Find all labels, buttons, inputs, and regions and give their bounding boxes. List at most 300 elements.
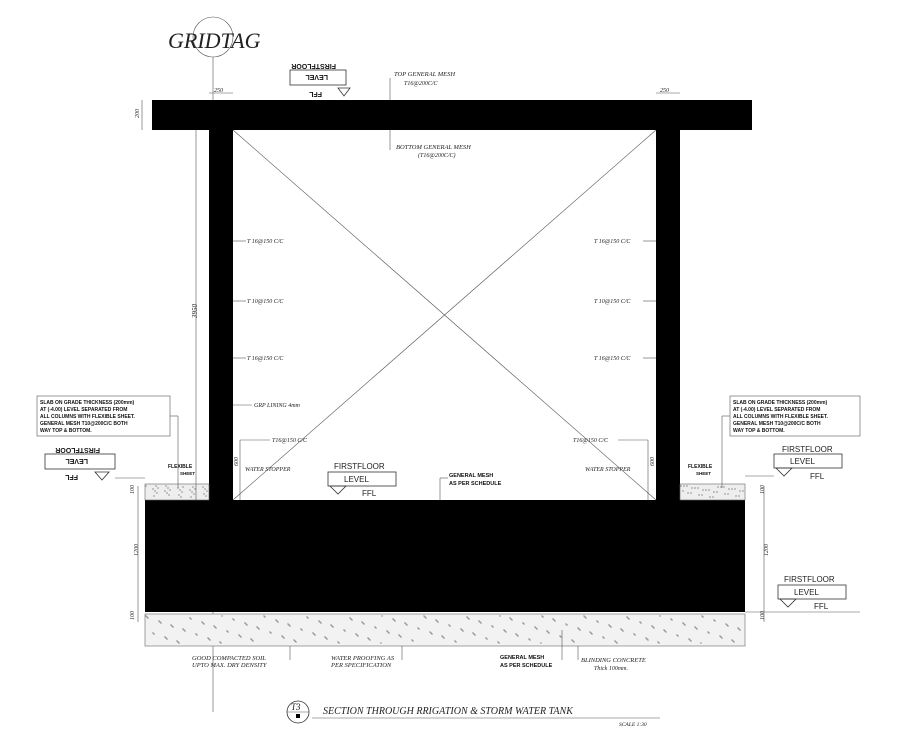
- soil-dot: [449, 625, 450, 626]
- soil-dot: [179, 489, 180, 490]
- soil-dot: [548, 632, 549, 633]
- soil-dot: [591, 633, 592, 634]
- soil-dot: [158, 620, 159, 621]
- soil-dot: [263, 615, 264, 616]
- soil-dot: [215, 627, 216, 628]
- soil-dot: [478, 620, 479, 621]
- soil-dot: [165, 637, 166, 638]
- top-level-text-2: LEVEL: [305, 73, 328, 80]
- soil-dot: [361, 621, 362, 622]
- soil-dot: [517, 635, 518, 636]
- left-note-4: GENERAL MESH T10@200C/C BOTH: [40, 421, 128, 427]
- soil-dot: [417, 627, 418, 628]
- soil-dot: [651, 625, 652, 626]
- dim-250-right: 250: [660, 88, 669, 94]
- soil-dot: [442, 636, 443, 637]
- soil-dot: [491, 625, 492, 626]
- soil-dot: [696, 628, 697, 629]
- soil-dot: [589, 631, 590, 632]
- soil-dot: [720, 486, 721, 487]
- blinding-2: Thick 100mm.: [594, 666, 628, 672]
- soil-dot: [522, 622, 523, 623]
- soil-dot: [362, 622, 363, 623]
- dim-3950: 3950: [191, 304, 199, 318]
- soil-dot: [152, 632, 153, 633]
- water-stopper-left: WATER STOPPER: [245, 467, 291, 473]
- center-level-text-1: FIRSTFLOOR: [334, 462, 385, 471]
- soil-dot: [357, 635, 358, 636]
- soil-dot: [615, 641, 616, 642]
- right-note-3: ALL COLUMNS WITH FLEXIBLE SHEET.: [733, 414, 828, 420]
- soil-dot: [201, 621, 202, 622]
- soil-dot: [492, 626, 493, 627]
- soil-dot: [702, 489, 703, 490]
- soil-dot: [603, 637, 604, 638]
- left-wall: [209, 128, 233, 503]
- soil-dot: [386, 630, 387, 631]
- soil-dot: [220, 642, 221, 643]
- soil-dot: [181, 491, 182, 492]
- soil-dot: [535, 627, 536, 628]
- soil-dot: [387, 631, 388, 632]
- soil-dot: [735, 495, 736, 496]
- soil-dot: [505, 631, 506, 632]
- soil-dot: [203, 493, 204, 494]
- soil-dot: [275, 619, 276, 620]
- grp-lining-label: GRP LINING 4mm: [254, 403, 300, 409]
- soil-dot: [583, 615, 584, 616]
- left-rebar-labels: [233, 239, 308, 444]
- soil-dot: [510, 618, 511, 619]
- soil-dot: [145, 615, 146, 616]
- soil-dot: [461, 629, 462, 630]
- soil-dot: [468, 618, 469, 619]
- soil-dot: [406, 624, 407, 625]
- soil-dot: [460, 628, 461, 629]
- soil-dot: [708, 489, 709, 490]
- soil-dot: [578, 628, 579, 629]
- soil-dot: [374, 626, 375, 627]
- right-lower-level-text-1: FIRSTFLOOR: [784, 575, 835, 584]
- soil-dot: [702, 616, 703, 617]
- soil-dot: [486, 638, 487, 639]
- soil-dot: [676, 634, 677, 635]
- top-general-mesh-label: TOP GENERAL MESH: [394, 71, 456, 78]
- dim-600-left: 600: [234, 457, 240, 466]
- soil-dot: [608, 624, 609, 625]
- soil-dot: [671, 619, 672, 620]
- soil-dot: [184, 630, 185, 631]
- soil-dot: [293, 639, 294, 640]
- soil-dot: [269, 631, 270, 632]
- soil-dot: [239, 635, 240, 636]
- soil-dot: [330, 624, 331, 625]
- soil-dot: [688, 638, 689, 639]
- blinding-1: BLINDING CONCRETE: [581, 657, 646, 664]
- soil-dot: [326, 638, 327, 639]
- soil-dot: [559, 635, 560, 636]
- dim-100-left: 100: [130, 485, 136, 494]
- soil-dot: [658, 642, 659, 643]
- center-level-text-3: FFL: [362, 489, 377, 498]
- right-note-4: GENERAL MESH T10@200C/C BOTH: [733, 421, 821, 427]
- soil-dot: [712, 496, 713, 497]
- soil-dot: [554, 620, 555, 621]
- soil-dot: [194, 488, 195, 489]
- soil-dot: [164, 490, 165, 491]
- soil-dot: [670, 618, 671, 619]
- soil-dot: [647, 639, 648, 640]
- soil-dot: [172, 626, 173, 627]
- title-tag: T3: [291, 702, 301, 712]
- soil-dot: [571, 639, 572, 640]
- soil-dot: [597, 621, 598, 622]
- soil-dot: [546, 630, 547, 631]
- soil-dot: [337, 641, 338, 642]
- soil-dot: [547, 631, 548, 632]
- soil-dot: [529, 639, 530, 640]
- soil-dot: [602, 636, 603, 637]
- soil-dot: [244, 622, 245, 623]
- soil-dot: [399, 635, 400, 636]
- left-bar-1: T 16@150 C/C: [247, 239, 284, 245]
- soil-dot: [213, 625, 214, 626]
- soil-dot: [455, 641, 456, 642]
- soil-dot: [727, 625, 728, 626]
- waterproofing-1: WATER PROOFING AS: [331, 655, 395, 662]
- bottom-mesh-spec: (T16@200C/C): [418, 153, 456, 159]
- left-level-text-3: FFL: [65, 473, 78, 480]
- soil-dot: [195, 633, 196, 634]
- soil-dot: [509, 617, 510, 618]
- soil-dot: [443, 637, 444, 638]
- soil-dot: [622, 630, 623, 631]
- left-note-2: AT (-4.00) LEVEL SEPARATED FROM: [40, 407, 128, 413]
- center-as-per-schedule: AS PER SCHEDULE: [449, 481, 502, 487]
- soil-dot: [541, 615, 542, 616]
- right-lower-level-text-2: LEVEL: [794, 588, 819, 597]
- soil-dot: [523, 623, 524, 624]
- soil-dot: [405, 623, 406, 624]
- soil-dot: [238, 634, 239, 635]
- soil-dot: [257, 627, 258, 628]
- soil-dot: [424, 616, 425, 617]
- soil-dot: [596, 620, 597, 621]
- top-slab: [152, 100, 752, 130]
- soil-dot: [324, 636, 325, 637]
- soil-dot: [664, 630, 665, 631]
- soil-dot: [657, 641, 658, 642]
- soil-dot: [190, 496, 191, 497]
- soil-dot: [682, 622, 683, 623]
- soil-dot: [742, 490, 743, 491]
- soil-dot: [665, 631, 666, 632]
- right-sheet-label: SHEET: [696, 471, 712, 476]
- soil-dot: [431, 633, 432, 634]
- soil-dot: [177, 641, 178, 642]
- soil-dot: [219, 641, 220, 642]
- soil-dot: [516, 634, 517, 635]
- soil-dot: [349, 617, 350, 618]
- soil-dot: [191, 491, 192, 492]
- soil-dot: [726, 624, 727, 625]
- soil-dot: [728, 488, 729, 489]
- soil-dot: [226, 630, 227, 631]
- soil-dot: [232, 618, 233, 619]
- soil-dot: [639, 621, 640, 622]
- title-block: [287, 701, 660, 728]
- soil-dot: [466, 616, 467, 617]
- center-general-mesh: GENERAL MESH: [449, 473, 494, 479]
- water-stopper-right: WATER STOPPER: [585, 467, 631, 473]
- soil-dot: [227, 631, 228, 632]
- soil-dot: [313, 633, 314, 634]
- soil-dot: [566, 624, 567, 625]
- soil-dot: [425, 617, 426, 618]
- soil-dot: [301, 629, 302, 630]
- right-rebar-labels: [573, 239, 656, 444]
- soil-dot: [585, 617, 586, 618]
- soil-dot: [214, 626, 215, 627]
- soil-dot: [338, 642, 339, 643]
- soil-dot: [536, 628, 537, 629]
- soil-dot: [645, 637, 646, 638]
- soil-dot: [270, 632, 271, 633]
- soil-dot: [153, 633, 154, 634]
- soil-dot: [621, 629, 622, 630]
- soil-dot: [192, 486, 193, 487]
- right-level-tag-lower: [745, 575, 860, 612]
- right-lower-level-text-3: FFL: [814, 602, 829, 611]
- soil-dot: [628, 618, 629, 619]
- soil-dot: [694, 487, 695, 488]
- left-note-1: SLAB ON GRADE THICKNESS (200mm): [40, 400, 135, 406]
- soil-dot: [394, 620, 395, 621]
- soil-dot: [430, 632, 431, 633]
- soil-dot: [193, 493, 194, 494]
- soil-dot: [485, 637, 486, 638]
- soil-dot: [695, 627, 696, 628]
- soil-dot: [724, 493, 725, 494]
- soil-dot: [252, 640, 253, 641]
- right-bar-1: T 16@150 C/C: [594, 239, 631, 245]
- left-level-text-2: LEVEL: [65, 457, 88, 464]
- soil-dot: [733, 641, 734, 642]
- soil-dot: [716, 491, 717, 492]
- soil-dot: [182, 628, 183, 629]
- soil-dot: [572, 640, 573, 641]
- soil-dot: [182, 486, 183, 487]
- soil-dot: [511, 619, 512, 620]
- top-level-tag: [290, 62, 350, 97]
- soil-dot: [720, 636, 721, 637]
- soil-dot: [663, 629, 664, 630]
- soil-dot: [739, 629, 740, 630]
- right-bar-3: T 16@150 C/C: [594, 356, 631, 362]
- soil-dot: [380, 642, 381, 643]
- soil-dot: [164, 636, 165, 637]
- left-flexible-label: FLEXIBLE: [168, 464, 193, 470]
- soil-dot: [146, 616, 147, 617]
- soil-dot: [462, 630, 463, 631]
- soil-dot: [418, 628, 419, 629]
- soil-dot: [189, 617, 190, 618]
- right-bar-2: T 10@150 C/C: [594, 299, 631, 305]
- soil-dot: [473, 633, 474, 634]
- soil-dot: [553, 619, 554, 620]
- right-upper-level-text-1: FIRSTFLOOR: [782, 445, 833, 454]
- soil-dot: [683, 623, 684, 624]
- soil-dot: [166, 638, 167, 639]
- soil-dot: [332, 626, 333, 627]
- soil-dot: [560, 636, 561, 637]
- soil-dot: [705, 489, 706, 490]
- soil-dot: [423, 615, 424, 616]
- soil-dot: [714, 620, 715, 621]
- right-upper-level-text-3: FFL: [810, 472, 825, 481]
- soil-dot: [256, 626, 257, 627]
- soil-dot: [627, 617, 628, 618]
- soil-dot: [281, 635, 282, 636]
- left-note-5: WAY TOP & BOTTOM.: [40, 428, 92, 434]
- soil-dot: [307, 617, 308, 618]
- soil-dot: [723, 486, 724, 487]
- soil-dot: [153, 495, 154, 496]
- soil-dot: [590, 632, 591, 633]
- soil-dot: [448, 624, 449, 625]
- soil-dot: [690, 640, 691, 641]
- dim-200-top: 200: [135, 109, 141, 118]
- soil-dot: [318, 620, 319, 621]
- soil-dot: [145, 485, 146, 486]
- soil-dot: [725, 623, 726, 624]
- bottom-general-mesh: GENERAL MESH: [500, 655, 545, 661]
- soil-dot: [388, 632, 389, 633]
- soil-dot: [159, 621, 160, 622]
- soil-dot: [411, 639, 412, 640]
- soil-dot: [170, 624, 171, 625]
- good-soil-1: GOOD COMPACTED SOIL: [192, 655, 266, 662]
- soil-dot: [694, 626, 695, 627]
- soil-dot: [147, 617, 148, 618]
- soil-dot: [579, 629, 580, 630]
- soil-dot: [436, 620, 437, 621]
- soil-dot: [167, 487, 168, 488]
- soil-dot: [573, 641, 574, 642]
- soil-dot: [404, 622, 405, 623]
- soil-dot: [258, 628, 259, 629]
- soil-dot: [739, 490, 740, 491]
- right-flexible-label: FLEXIBLE: [688, 464, 713, 470]
- right-note-2: AT (-4.00) LEVEL SEPARATED FROM: [733, 407, 821, 413]
- center-level-tag: [328, 462, 396, 498]
- soil-dot: [189, 489, 190, 490]
- dim-100-bottom-left: 100: [130, 611, 136, 620]
- grid-tag-label: GRIDTAG: [168, 28, 261, 53]
- soil-dot: [203, 623, 204, 624]
- soil-dot: [295, 641, 296, 642]
- soil-dot: [472, 632, 473, 633]
- soil-dot: [687, 492, 688, 493]
- soil-dot: [577, 627, 578, 628]
- soil-dot: [351, 619, 352, 620]
- soil-dot: [653, 627, 654, 628]
- soil-dot: [474, 634, 475, 635]
- soil-dot: [196, 634, 197, 635]
- soil-dot: [454, 640, 455, 641]
- soil-dot: [157, 487, 158, 488]
- soil-dot: [504, 630, 505, 631]
- soil-dot: [288, 624, 289, 625]
- soil-dot: [540, 642, 541, 643]
- bottom-as-per-schedule: AS PER SCHEDULE: [500, 663, 553, 669]
- soil-dot: [528, 638, 529, 639]
- soil-dot: [721, 637, 722, 638]
- soil-dot: [283, 637, 284, 638]
- soil-dot: [691, 487, 692, 488]
- soil-dot: [190, 618, 191, 619]
- title-text: SECTION THROUGH RRIGATION & STORM WATER TANK: [323, 706, 573, 717]
- soil-dot: [355, 633, 356, 634]
- soil-dot: [154, 490, 155, 491]
- soil-dot: [171, 625, 172, 626]
- soil-dot: [306, 616, 307, 617]
- soil-dot: [319, 621, 320, 622]
- soil-dot: [204, 488, 205, 489]
- soil-dot: [202, 486, 203, 487]
- soil-dot: [697, 487, 698, 488]
- dim-100-right: 100: [760, 485, 766, 494]
- soil-dot: [169, 489, 170, 490]
- center-level-text-2: LEVEL: [344, 475, 369, 484]
- soil-dot: [731, 639, 732, 640]
- soil-dot: [713, 491, 714, 492]
- soil-dot: [552, 618, 553, 619]
- soil-dot: [738, 495, 739, 496]
- soil-dot: [738, 628, 739, 629]
- soil-dot: [168, 494, 169, 495]
- soil-dot: [429, 631, 430, 632]
- soil-dot: [707, 631, 708, 632]
- right-note-5: WAY TOP & BOTTOM.: [733, 428, 785, 434]
- left-bar-lower: T16@150 C/C: [272, 438, 308, 444]
- soil-dot: [246, 624, 247, 625]
- dim-1200-left: 1200: [134, 544, 140, 556]
- soil-dot: [202, 622, 203, 623]
- soil-dot: [250, 638, 251, 639]
- dim-1200-right: 1200: [764, 544, 770, 556]
- right-level-tag-upper: [745, 445, 842, 481]
- soil-dot: [441, 635, 442, 636]
- soil-dot: [277, 621, 278, 622]
- soil-dot: [737, 627, 738, 628]
- soil-dot: [412, 640, 413, 641]
- soil-dot: [690, 492, 691, 493]
- soil-dot: [731, 488, 732, 489]
- good-soil-2: UPTO MAX. DRY DENSITY: [192, 662, 267, 669]
- soil-dot: [620, 628, 621, 629]
- soil-dot: [542, 616, 543, 617]
- soil-dot: [616, 642, 617, 643]
- soil-dot: [701, 494, 702, 495]
- soil-dot: [233, 619, 234, 620]
- soil-dot: [282, 636, 283, 637]
- soil-dot: [633, 633, 634, 634]
- soil-dot: [467, 617, 468, 618]
- soil-dot: [287, 623, 288, 624]
- soil-dot: [398, 634, 399, 635]
- soil-dot: [300, 628, 301, 629]
